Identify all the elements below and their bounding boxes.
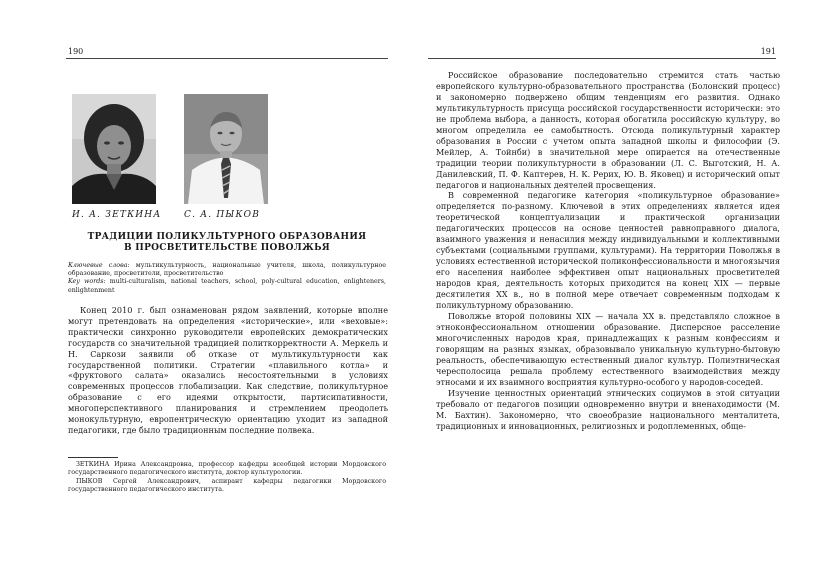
paragraph: Поволжье второй половины XIX — начала XX в. представляло сложное в этноконфессиональном отношении образование. Дисперсное расселение многочисленных народов края, принадлежащих к разным конфессиям и говорящим на разных языках, образовывало уникальную культурно-бытовую реальность, обеспечивающую естественный диалог культур. Полиэтническая чересполосица решала проблему естественного взаимодействия между этносами и их взаимного восприятия культурно-особого у народов-соседей.: [436, 310, 780, 387]
right-page: [410, 0, 820, 580]
keywords-ru: [68, 262, 386, 278]
article-title-line-1: ТРАДИЦИИ ПОЛИКУЛЬТУРНОГО ОБРАЗОВАНИЯ: [87, 232, 367, 242]
keywords-block: [68, 262, 386, 295]
body-text-left: [68, 305, 388, 436]
author-name-1: И. А. ЗЕТКИНА: [72, 210, 162, 220]
header-rule-right: [428, 58, 776, 59]
keywords-ru-label: Ключевые слова:: [68, 262, 130, 269]
article-title-line-2: В ПРОСВЕТИТЕЛЬСТВЕ ПОВОЛЖЬЯ: [123, 243, 331, 253]
author-photo-zetkina: [72, 94, 156, 204]
footnote-2: ПЫКОВ Сергей Александрович, аспирант кафедры педагогики Мордовского государственного педагогического института.: [68, 477, 386, 493]
keywords-en-text: multi-culturalism, national teachers, school, poly-cultural education, enlighteners, enlightenment: [68, 278, 386, 294]
author-name-2: С. А. ПЫКОВ: [184, 210, 261, 220]
page-number-left: 190: [68, 47, 84, 56]
paragraph: Конец 2010 г. был ознаменован рядом заявлений, которые вполне могут претендовать на определения «исторические», или «веховые»: практически синхронно руководители европейских демократических государств со значительной традицией политкорректности А. Меркель и Н. Саркози заявили об отказе от мультикультурности как государственной политики. Стратегии «плавильного котла» и «фруктового салата» оказались несостоятельными в условиях современных процессов глобализации. Как следствие, поликультурное образование с его идеями открытости, партисипативности, многоперспективного планирования и стремлением преодолеть монокультурную, европентрическую ориентацию уходит из западной педагогики, где было традиционным последние полвека.: [68, 305, 388, 435]
footnote-rule: [68, 457, 118, 458]
paragraph: В современной педагогике категория «поликультурное образование» определяется по-разному. Ключевой в этих определениях является идея теоретической концептуализации и практической организации педагогических процессов на основе ценностей равноправного диалога, взаимного уважения и ненасилия между индивидуальными и коллективными субъектами (социальными группами, культурами). На территории Поволжья в условиях естественной исторической поликонфессиональности и многоязычия его населения наиболее эффективен опыт национальных просветителей народов края, деятельность которых приходится на конец XIX — первые десятилетия XX в., но в полной мере отвечает современным подходам к поликультурному образованию.: [436, 190, 780, 311]
keywords-en-label: Key words:: [68, 278, 106, 286]
keywords-ru-text: мультикультурность, национальные учителя, школа, поликультурное образование, просветители, просветительство: [68, 262, 386, 278]
keywords-en: [68, 278, 386, 294]
paragraph: Изучение ценностных ориентаций этнических социумов в этой ситуации требовало от педагогов позиции одновременно внутри и вненаходимости (М. М. Бахтин). Закономерно, что своеобразие национального менталитета, традиционных и инновационных, религиозных и родоплеменных, обще-: [436, 387, 780, 431]
author-photo-pykov: [184, 94, 268, 204]
header-rule-left: [66, 58, 388, 59]
paragraph: Российское образование последовательно стремится стать частью европейского культурно-образовательного пространства (Болонский процесс) и закономерно подвержено общим тенденциям его развития. Однако мультикультурность присуща российской государственности исторически: это не проблема выбора, а данность, которая обогатила российскую культуру, во многом определила ее самобытность. Отсюда поликультурный характер образования в России с учетом опыта западной школы и философии (Э. Мейлер, А. Тойнби) в значительной мере опирается на отечественные традиции теории поликультурности в образовании (Л. С. Выготский, Н. А. Данилевский, П. Ф. Каптерев, Н. К. Рерих, Ю. В. Яковец) и исторический опыт педагогов и национальных деятелей просвещения.: [436, 70, 780, 190]
footnotes: [68, 461, 386, 494]
footnote-1: ЗЕТКИНА Ирина Александровна, профессор кафедры всеобщей истории Мордовского государственного педагогического института, доктор культурологии.: [68, 461, 386, 477]
page-number-right: 191: [760, 47, 776, 56]
article-title: [66, 232, 388, 254]
body-text-right: [436, 70, 780, 431]
